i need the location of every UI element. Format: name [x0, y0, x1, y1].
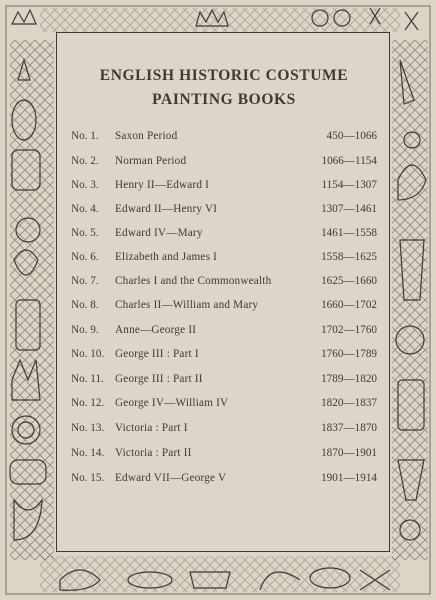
list-item	[57, 299, 391, 315]
book-number: No. 5.	[71, 227, 99, 239]
list-item	[57, 203, 391, 219]
book-dates: 1820—1837	[321, 397, 377, 409]
book-period: Victoria : Part I	[115, 422, 188, 434]
list-item	[57, 447, 391, 463]
book-dates: 1660—1702	[321, 299, 377, 311]
book-dates: 1461—1558	[321, 227, 377, 239]
list-item	[57, 472, 391, 488]
book-dates: 1307—1461	[321, 203, 377, 215]
book-number: No. 7.	[71, 275, 99, 287]
contents-panel	[56, 32, 390, 552]
book-number: No. 14.	[71, 447, 105, 459]
list-item	[57, 155, 391, 171]
list-item	[57, 227, 391, 243]
book-number: No. 13.	[71, 422, 105, 434]
list-item	[57, 179, 391, 195]
book-dates: 1702—1760	[321, 324, 377, 336]
book-dates: 1558—1625	[321, 251, 377, 263]
book-period: Edward VII—George V	[115, 472, 227, 484]
book-period: George III : Part II	[115, 373, 203, 385]
book-number: No. 8.	[71, 299, 99, 311]
book-dates: 450—1066	[326, 130, 377, 142]
book-dates: 1837—1870	[321, 422, 377, 434]
book-period: Anne—George II	[115, 324, 197, 336]
book-period: Norman Period	[115, 155, 187, 167]
book-number: No. 12.	[71, 397, 105, 409]
book-period: Edward II—Henry VI	[115, 203, 218, 215]
list-item	[57, 348, 391, 364]
book-period: Elizabeth and James I	[115, 251, 218, 263]
book-dates: 1066—1154	[321, 155, 377, 167]
book-number: No. 11.	[71, 373, 104, 385]
book-number: No. 4.	[71, 203, 99, 215]
book-dates: 1789—1820	[321, 373, 377, 385]
book-period: George IV—William IV	[115, 397, 229, 409]
book-dates: 1625—1660	[321, 275, 377, 287]
book-dates: 1901—1914	[321, 472, 377, 484]
list-item	[57, 251, 391, 267]
book-number: No. 2.	[71, 155, 99, 167]
book-number: No. 15.	[71, 472, 105, 484]
book-dates: 1870—1901	[321, 447, 377, 459]
list-item	[57, 373, 391, 389]
book-dates: 1760—1789	[321, 348, 377, 360]
book-period: Charles I and the Commonwealth	[115, 275, 272, 287]
list-item	[57, 324, 391, 340]
book-period: George III : Part I	[115, 348, 199, 360]
book-number: No. 10.	[71, 348, 105, 360]
list-item	[57, 275, 391, 291]
book-period: Charles II—William and Mary	[115, 299, 259, 311]
book-number: No. 6.	[71, 251, 99, 263]
book-period: Henry II—Edward I	[115, 179, 210, 191]
book-period: Edward IV—Mary	[115, 227, 203, 239]
book-dates: 1154—1307	[321, 179, 377, 191]
list-item	[57, 397, 391, 413]
list-item	[57, 130, 391, 146]
book-period: Victoria : Part II	[115, 447, 192, 459]
book-period: Saxon Period	[115, 130, 178, 142]
book-number: No. 1.	[71, 130, 99, 142]
title-line-2: PAINTING BOOKS	[152, 91, 296, 108]
title-line-1: ENGLISH HISTORIC COSTUME	[99, 67, 349, 84]
book-number: No. 9.	[71, 324, 99, 336]
list-item	[57, 422, 391, 438]
book-number: No. 3.	[71, 179, 99, 191]
